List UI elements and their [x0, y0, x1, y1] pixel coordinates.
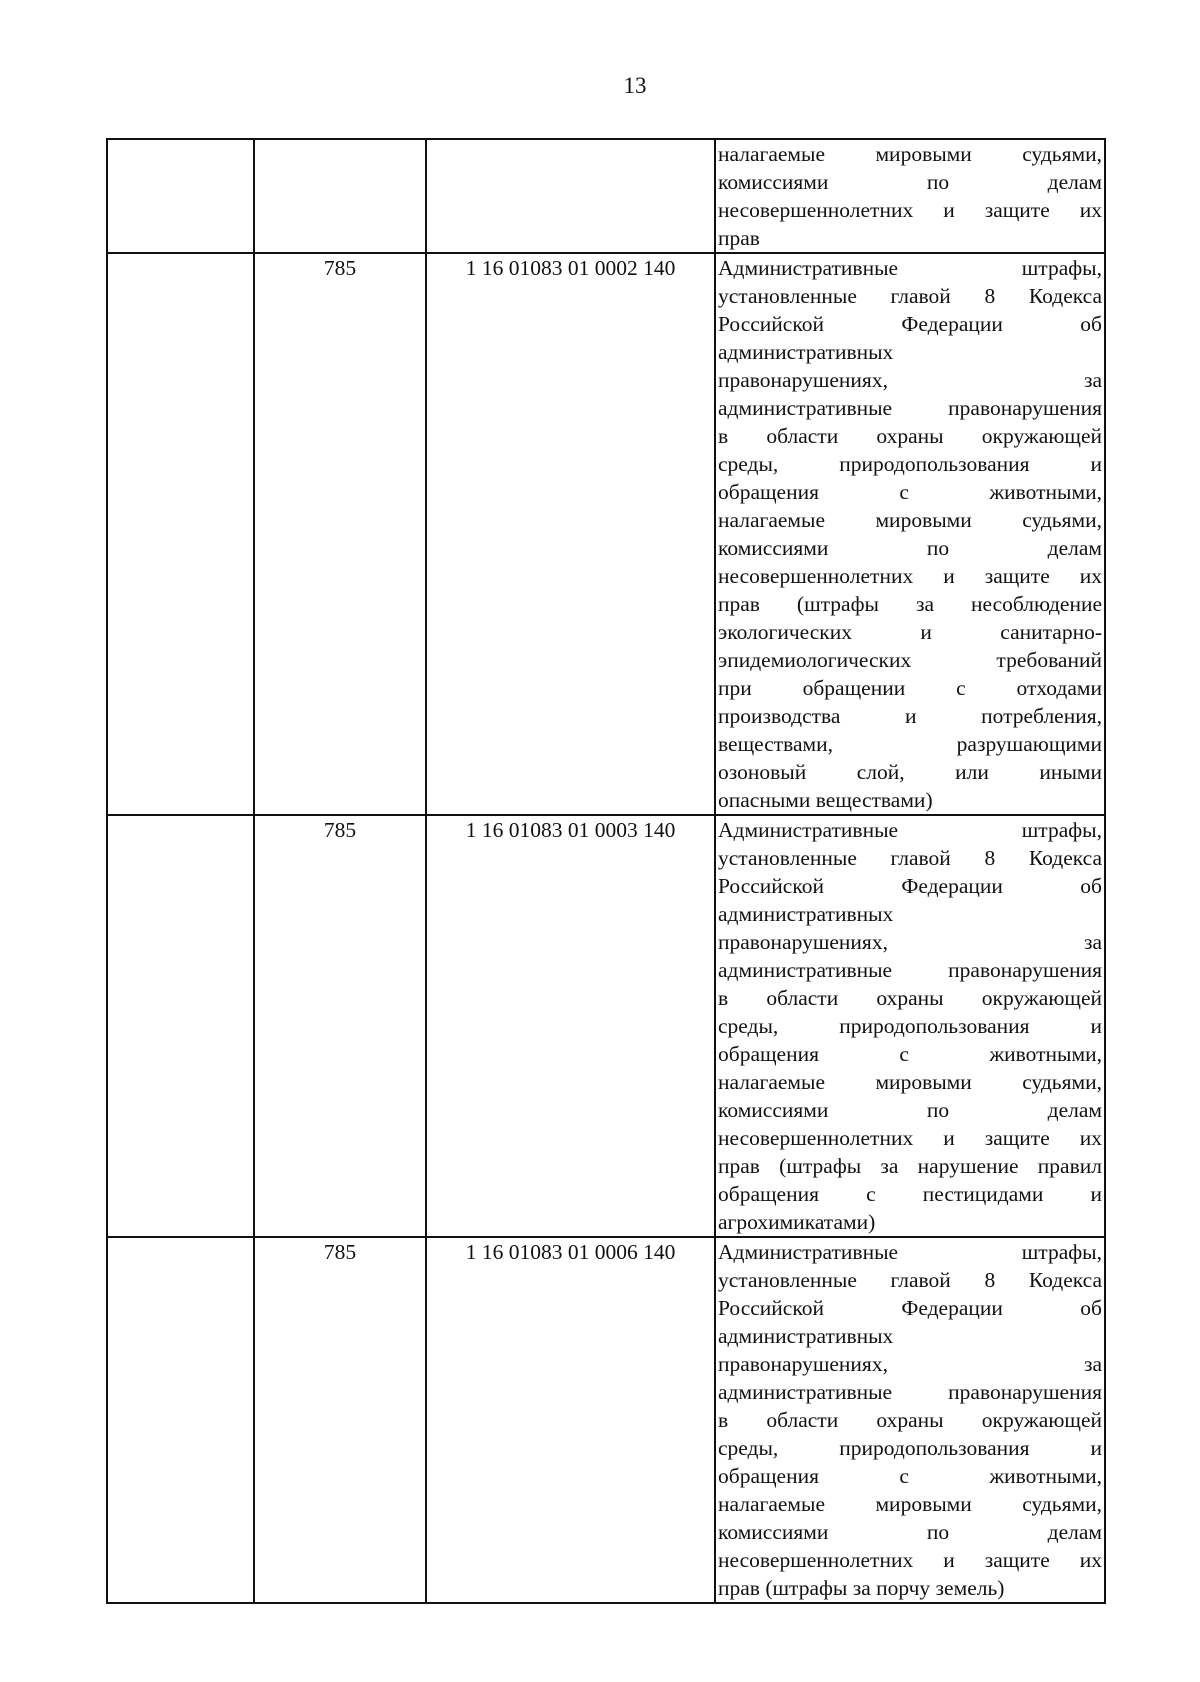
description-line: озоновый слой, или иными [718, 760, 1102, 784]
description-line: прав (штрафы за нарушение правил [718, 1154, 1102, 1178]
description-line: среды, природопользования и [718, 452, 1102, 476]
kbk-code-cell: 1 16 01083 01 0006 140 [426, 1237, 715, 1603]
description-line: административные правонарушения [718, 396, 1102, 420]
description-line: обращения с животными, [718, 1042, 1102, 1066]
description-line: комиссиями по делам [718, 1520, 1102, 1544]
admin-code-cell: 785 [254, 253, 426, 815]
description-line: агрохимикатами) [718, 1210, 876, 1234]
description-line: правонарушениях, за [718, 930, 1102, 954]
description-line: административных [718, 340, 894, 364]
page-number: 13 [623, 73, 647, 98]
description-line: несовершеннолетних и защите их [718, 1548, 1102, 1572]
description-line: налагаемые мировыми судьями, [718, 1070, 1102, 1094]
description-line: производства и потребления, [718, 704, 1102, 728]
description-line: Российской Федерации об [718, 1296, 1102, 1320]
description-line: в области охраны окружающей [718, 1408, 1102, 1432]
admin-code-cell: 785 [254, 815, 426, 1237]
table-row [107, 1237, 1105, 1603]
description-line: Российской Федерации об [718, 312, 1102, 336]
kbk-code-cell: 1 16 01083 01 0003 140 [426, 815, 715, 1237]
description-line: налагаемые мировыми судьями, [718, 1492, 1102, 1516]
description-line: экологических и санитарно- [718, 620, 1102, 644]
kbk-code-cell [426, 139, 715, 253]
description-line: среды, природопользования и [718, 1014, 1102, 1038]
description-line: комиссиями по делам [718, 536, 1102, 560]
description-line: в области охраны окружающей [718, 424, 1102, 448]
description-cell [715, 139, 1105, 253]
admin-code-cell: 785 [254, 1237, 426, 1603]
description-line: налагаемые мировыми судьями, [718, 142, 1102, 166]
description-line: административные правонарушения [718, 1380, 1102, 1404]
description-line: административных [718, 1324, 894, 1348]
description-line: Административные штрафы, [718, 256, 1102, 280]
description-line: обращения с животными, [718, 480, 1102, 504]
description-line: эпидемиологических требований [718, 648, 1102, 672]
table-row [107, 815, 1105, 1237]
description-line: правонарушениях, за [718, 368, 1102, 392]
table-row [107, 253, 1105, 815]
description-line: Российской Федерации об [718, 874, 1102, 898]
description-line: обращения с пестицидами и [718, 1182, 1102, 1206]
description-cell [715, 253, 1105, 815]
budget-codes-table [106, 138, 1106, 1604]
description-line: обращения с животными, [718, 1464, 1102, 1488]
empty-cell [107, 253, 254, 815]
description-cell [715, 815, 1105, 1237]
description-line: Административные штрафы, [718, 818, 1102, 842]
description-line: установленные главой 8 Кодекса [718, 284, 1102, 308]
description-line: при обращении с отходами [718, 676, 1102, 700]
admin-code-cell [254, 139, 426, 253]
description-line: среды, природопользования и [718, 1436, 1102, 1460]
description-line: комиссиями по делам [718, 170, 1102, 194]
description-line: административных [718, 902, 894, 926]
description-line: Административные штрафы, [718, 1240, 1102, 1264]
description-line: установленные главой 8 Кодекса [718, 1268, 1102, 1292]
empty-cell [107, 815, 254, 1237]
description-line: прав (штрафы за порчу земель) [718, 1576, 1005, 1600]
description-line: несовершеннолетних и защите их [718, 564, 1102, 588]
description-line: несовершеннолетних и защите их [718, 1126, 1102, 1150]
kbk-code-cell: 1 16 01083 01 0002 140 [426, 253, 715, 815]
description-line: несовершеннолетних и защите их [718, 198, 1102, 222]
table-row [107, 139, 1105, 253]
description-line: веществами, разрушающими [718, 732, 1102, 756]
description-line: налагаемые мировыми судьями, [718, 508, 1102, 532]
description-line: комиссиями по делам [718, 1098, 1102, 1122]
description-line: опасными веществами) [718, 788, 933, 812]
description-line: прав (штрафы за несоблюдение [718, 592, 1102, 616]
description-line: правонарушениях, за [718, 1352, 1102, 1376]
description-cell [715, 1237, 1105, 1603]
empty-cell [107, 1237, 254, 1603]
description-line: прав [718, 226, 760, 250]
description-line: административные правонарушения [718, 958, 1102, 982]
empty-cell [107, 139, 254, 253]
description-line: установленные главой 8 Кодекса [718, 846, 1102, 870]
description-line: в области охраны окружающей [718, 986, 1102, 1010]
